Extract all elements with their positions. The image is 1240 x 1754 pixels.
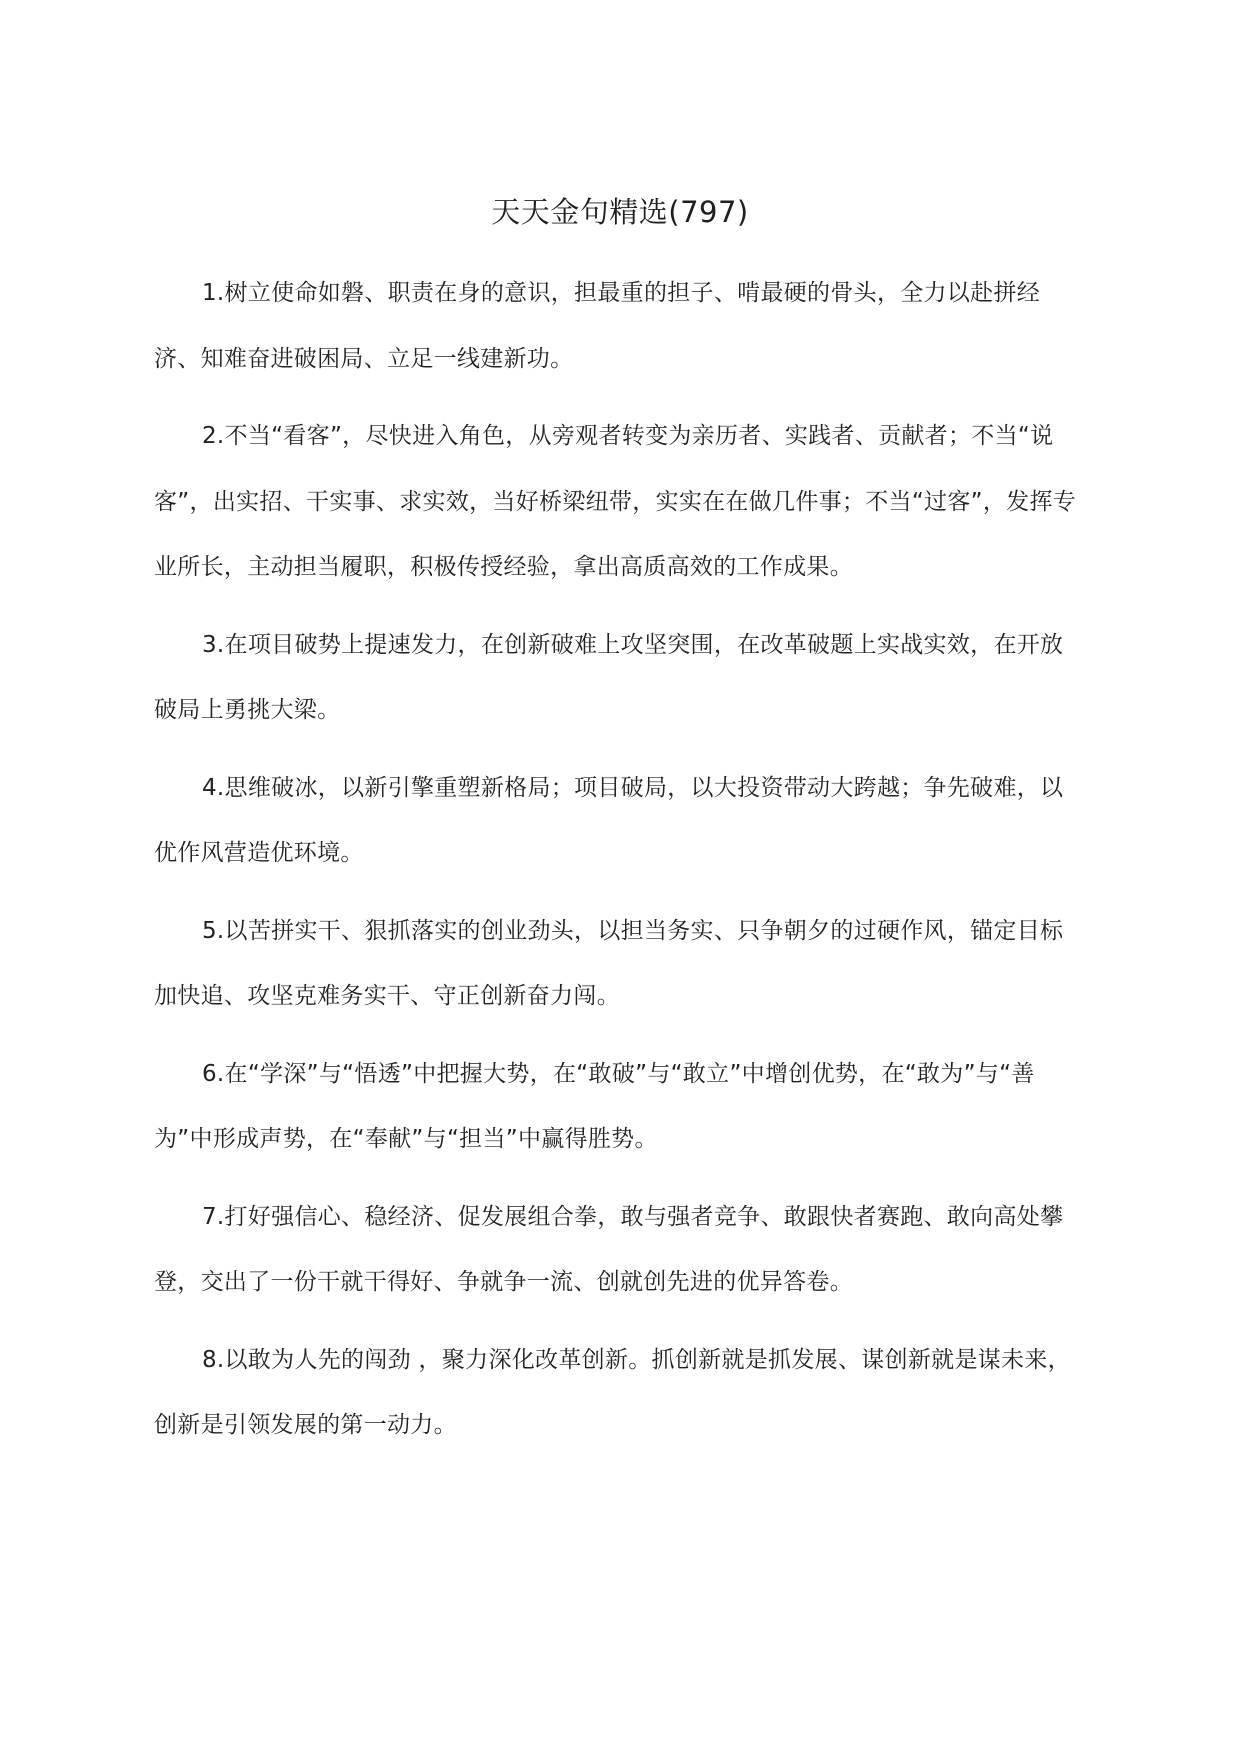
paragraph-text: 不当“看客”，尽快进入角色，从旁观者转变为亲历者、实践者、贡献者；不当“说客”，出实招、干实事、求实效，当好桥梁纽带，实实在在做几件事；不当“过客”，发挥专业所长，主动担当履职，积极传授经验，拿出高质高效的工作成果。 [154,423,1077,580]
paragraph-number: 1. [202,280,225,306]
paragraph-text: 以苦拼实干、狠抓落实的创业劲头，以担当务实、只争朝夕的过硬作风，锚定目标加快追、攻坚克难务实干、守正创新奋力闯。 [154,917,1064,1009]
paragraph-7 [154,1185,1086,1316]
paragraph-5 [154,899,1086,1030]
paragraph-number: 2. [202,423,225,449]
paragraph-number: 7. [202,1203,225,1230]
paragraph-text: 打好强信心、稳经济、促发展组合拳，敢与强者竞争、敢跟快者赛跑、敢向高处攀登，交出了一份干就干得好、争就争一流、创就创先进的优异答卷。 [154,1203,1064,1295]
paragraph-text: 以敢为人先的闯劲 ，聚力深化改革创新。抓创新就是抓发展、谋创新就是谋未来，创新是引领发展的第一动力。 [154,1346,1071,1438]
paragraph-number: 4. [202,774,225,801]
paragraph-number: 6. [202,1060,225,1087]
paragraph-3 [154,613,1086,744]
paragraph-text: 在项目破势上提速发力，在创新破难上攻坚突围，在改革破题上实战实效，在开放破局上勇挑大梁。 [154,631,1064,723]
paragraph-text: 思维破冰，以新引擎重塑新格局；项目破局，以大投资带动大跨越；争先破难，以优作风营造优环境。 [154,774,1064,866]
paragraph-8 [154,1328,1086,1459]
paragraph-text: 在“学深”与“悟透”中把握大势，在“敢破”与“敢立”中增创优势，在“敢为”与“善为”中形成声势，在“奉献”与“担当”中赢得胜势。 [154,1060,1035,1152]
document-body [154,261,1086,1471]
paragraph-number: 8. [202,1346,225,1373]
paragraph-number: 3. [202,631,225,658]
paragraph-4 [154,756,1086,887]
paragraph-1 [154,261,1086,392]
document-title: 天天金句精选(797) [491,195,749,229]
paragraph-2 [154,404,1086,601]
paragraph-6 [154,1042,1086,1173]
paragraph-number: 5. [202,917,225,944]
paragraph-text: 树立使命如磐、职责在身的意识，担最重的担子、啃最硬的骨头，全力以赴拼经济、知难奋进破困局、立足一线建新功。 [154,280,1041,372]
